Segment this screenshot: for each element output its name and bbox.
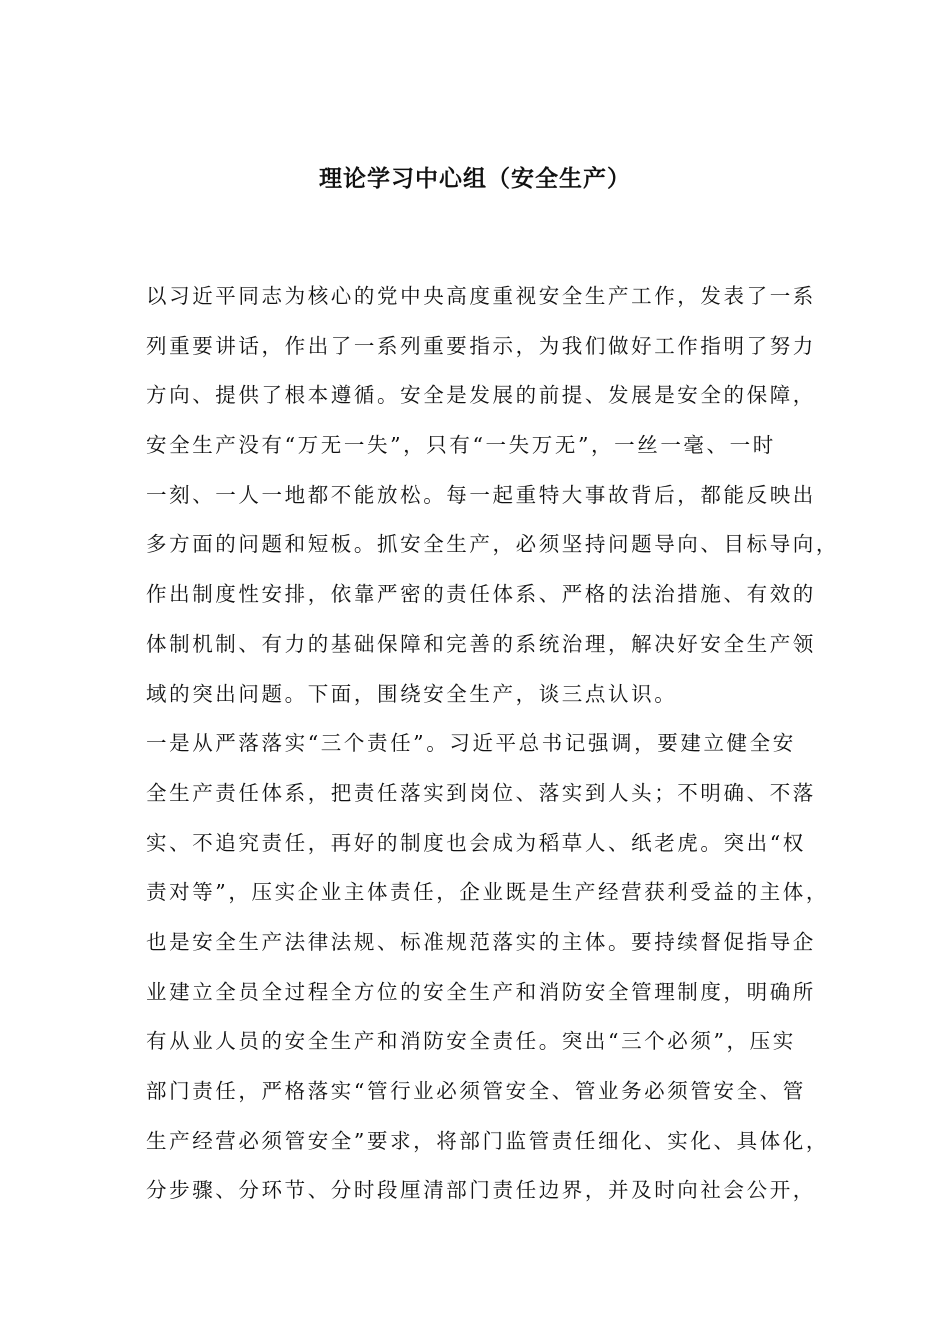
text-line: 列重要讲话，作出了一系列重要指示，为我们做好工作指明了努力 [146, 333, 816, 358]
document-body [146, 279, 839, 1223]
text-line: 实、不追究责任，再好的制度也会成为稻草人、纸老虎。突出“权 [146, 830, 806, 855]
text-line: 责对等”，压实企业主体责任，企业既是生产经营获利受益的主体， [146, 880, 829, 905]
paragraph-responsibilities [146, 726, 829, 1223]
paragraph-intro [146, 279, 839, 726]
text-line: 业建立全员全过程全方位的安全生产和消防安全管理制度，明确所 [146, 979, 816, 1004]
text-line: 生产经营必须管安全”要求，将部门监管责任细化、实化、具体化， [146, 1128, 829, 1153]
text-line: 也是安全生产法律法规、标准规范落实的主体。要持续督促指导企 [146, 929, 816, 954]
text-line: 方向、提供了根本遵循。安全是发展的前提、发展是安全的保障， [146, 383, 816, 408]
text-line: 域的突出问题。下面，围绕安全生产，谈三点认识。 [146, 681, 678, 706]
text-line: 一是从严落落实“三个责任”。习近平总书记强调，要建立健全安 [146, 731, 796, 756]
text-line: 一刻、一人一地都不能放松。每一起重特大事故背后，都能反映出 [146, 482, 816, 507]
text-line: 多方面的问题和短板。抓安全生产，必须坚持问题导向、目标导向， [146, 532, 839, 557]
text-line: 全生产责任体系，把责任落实到岗位、落实到人头；不明确、不落 [146, 780, 816, 805]
text-line: 以习近平同志为核心的党中央高度重视安全生产工作，发表了一系 [146, 284, 816, 308]
document-title: 理论学习中心组（安全生产） [319, 165, 631, 192]
text-line: 体制机制、有力的基础保障和完善的系统治理，解决好安全生产领 [146, 631, 816, 656]
text-line: 作出制度性安排，依靠严密的责任体系、严格的法治措施、有效的 [146, 582, 816, 607]
text-line: 部门责任，严格落实“管行业必须管安全、管业务必须管安全、管 [146, 1079, 806, 1103]
text-line: 分步骤、分环节、分时段厘清部门责任边界，并及时向社会公开， [146, 1178, 816, 1203]
text-line: 安全生产没有“万无一失”，只有“一失万无”，一丝一毫、一时 [146, 433, 776, 458]
text-line: 有从业人员的安全生产和消防安全责任。突出“三个必须”，压实 [146, 1029, 796, 1054]
